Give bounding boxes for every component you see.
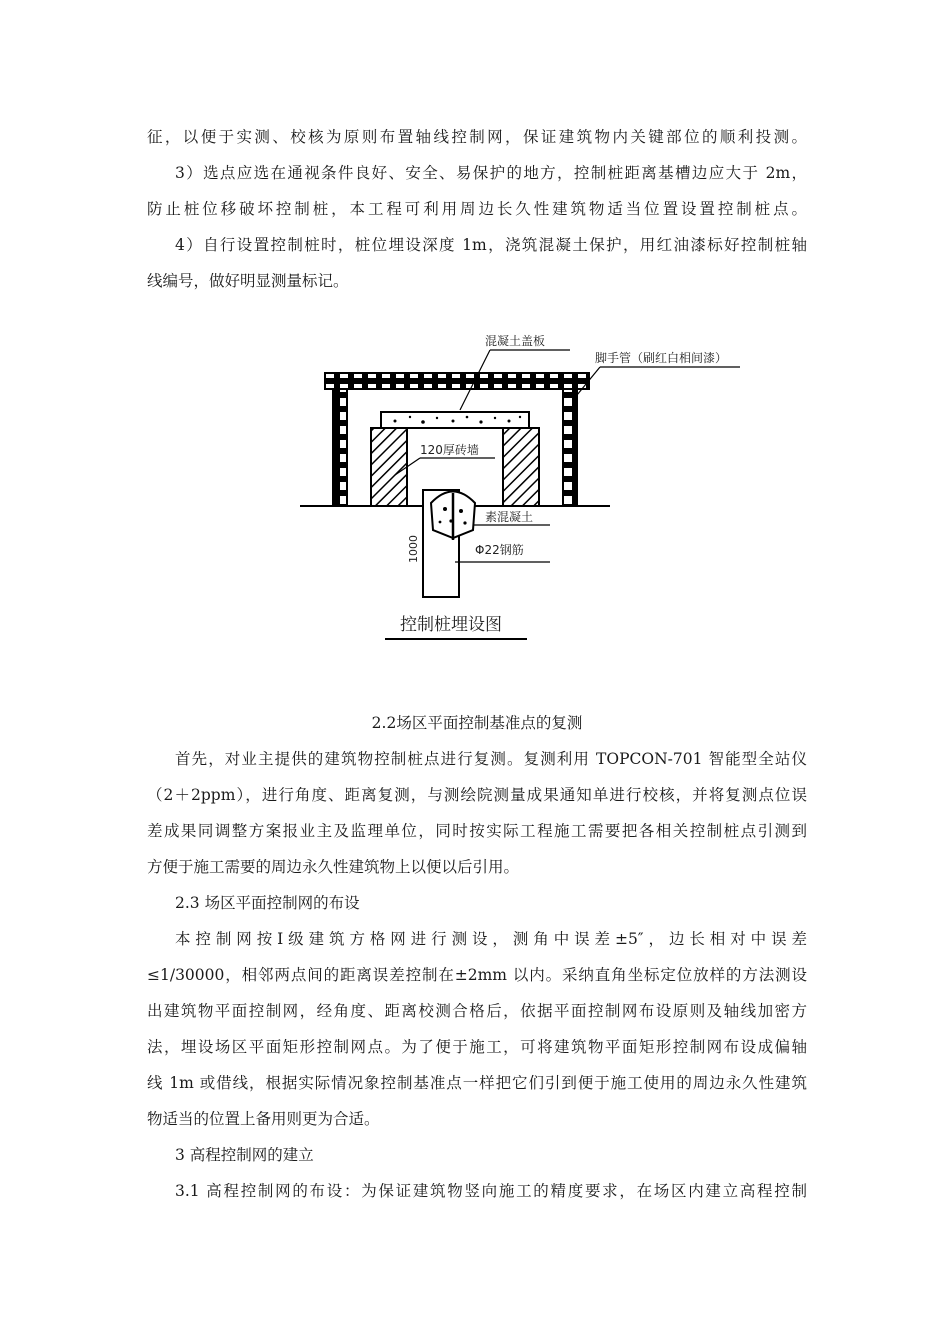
label-scaffold-pipe: 脚手管（刷红白相间漆）	[595, 351, 728, 365]
paragraph-line: 4）自行设置控制桩时，桩位埋设深度 1m，浇筑混凝土保护，用红油漆标好控制桩轴	[175, 236, 807, 254]
depth-label: 1000	[407, 535, 420, 563]
paragraph-line: 线编号，做好明显测量标记。	[147, 272, 349, 290]
paragraph-line: 3）选点应选在通视条件良好、安全、易保护的地方，控制桩距离基槽边应大于 2m，	[175, 164, 807, 182]
paragraph-line: 物适当的位置上备用则更为合适。	[147, 1110, 380, 1128]
scaffold-post-left	[333, 389, 347, 506]
figure-caption: 控制桩埋设图	[400, 615, 502, 635]
concrete-cover	[381, 412, 529, 428]
section-heading: 2.2场区平面控制基准点的复测	[371, 714, 583, 732]
label-concrete-cover: 混凝土盖板	[485, 334, 546, 348]
paragraph-line: 法，埋设场区平面矩形控制网点。为了便于施工，可将建筑物平面矩形控制网布设成偏轴	[147, 1038, 807, 1056]
paragraph-line: （2＋2ppm），进行角度、距离复测，与测绘院测量成果通知单进行校核，并将复测点位误	[147, 786, 807, 804]
label-plain-concrete: 素混凝土	[485, 510, 534, 524]
paragraph-line: 本控制网按Ⅰ级建筑方格网进行测设，测角中误差±5″，边长相对中误差	[175, 930, 807, 948]
paragraph-line: ≤1/30000，相邻两点间的距离误差控制在±2mm 以内。采纳直角坐标定位放样的方法测设	[147, 966, 807, 984]
section-heading: 3 高程控制网的建立	[175, 1146, 314, 1164]
label-brick-wall: 120厚砖墙	[420, 443, 479, 457]
paragraph-line: 差成果同调整方案报业主及监理单位，同时按实际工程施工需要把各相关控制桩点引测到	[147, 822, 807, 840]
paragraph-line: 出建筑物平面控制网，经角度、距离校测合格后，依据平面控制网布设原则及轴线加密方	[147, 1002, 807, 1020]
paragraph-line: 征，以便于实测、校核为原则布置轴线控制网，保证建筑物内关键部位的顺利投测。	[147, 128, 807, 146]
paragraph-line: 首先，对业主提供的建筑物控制桩点进行复测。复测利用 TOPCON-701 智能型全站仪	[175, 750, 807, 768]
control-pile-diagram	[295, 325, 755, 650]
scaffold-beam	[325, 373, 589, 389]
brick-wall-right	[503, 428, 539, 506]
paragraph-line: 线 1m 或借线，根据实际情况象控制基准点一样把它们引到便于施工使用的周边永久性建筑	[147, 1074, 807, 1092]
paragraph-line: 3.1 高程控制网的布设：为保证建筑物竖向施工的精度要求，在场区内建立高程控制	[175, 1182, 807, 1200]
paragraph-line: 防止桩位移破坏控制桩，本工程可利用周边长久性建筑物适当位置设置控制桩点。	[147, 200, 807, 218]
section-heading: 2.3 场区平面控制网的布设	[175, 894, 360, 912]
paragraph-line: 方便于施工需要的周边永久性建筑物上以便以后引用。	[147, 858, 520, 876]
brick-wall-left	[371, 428, 407, 506]
scaffold-post-right	[563, 389, 577, 506]
label-rebar: Φ22钢筋	[475, 543, 524, 557]
